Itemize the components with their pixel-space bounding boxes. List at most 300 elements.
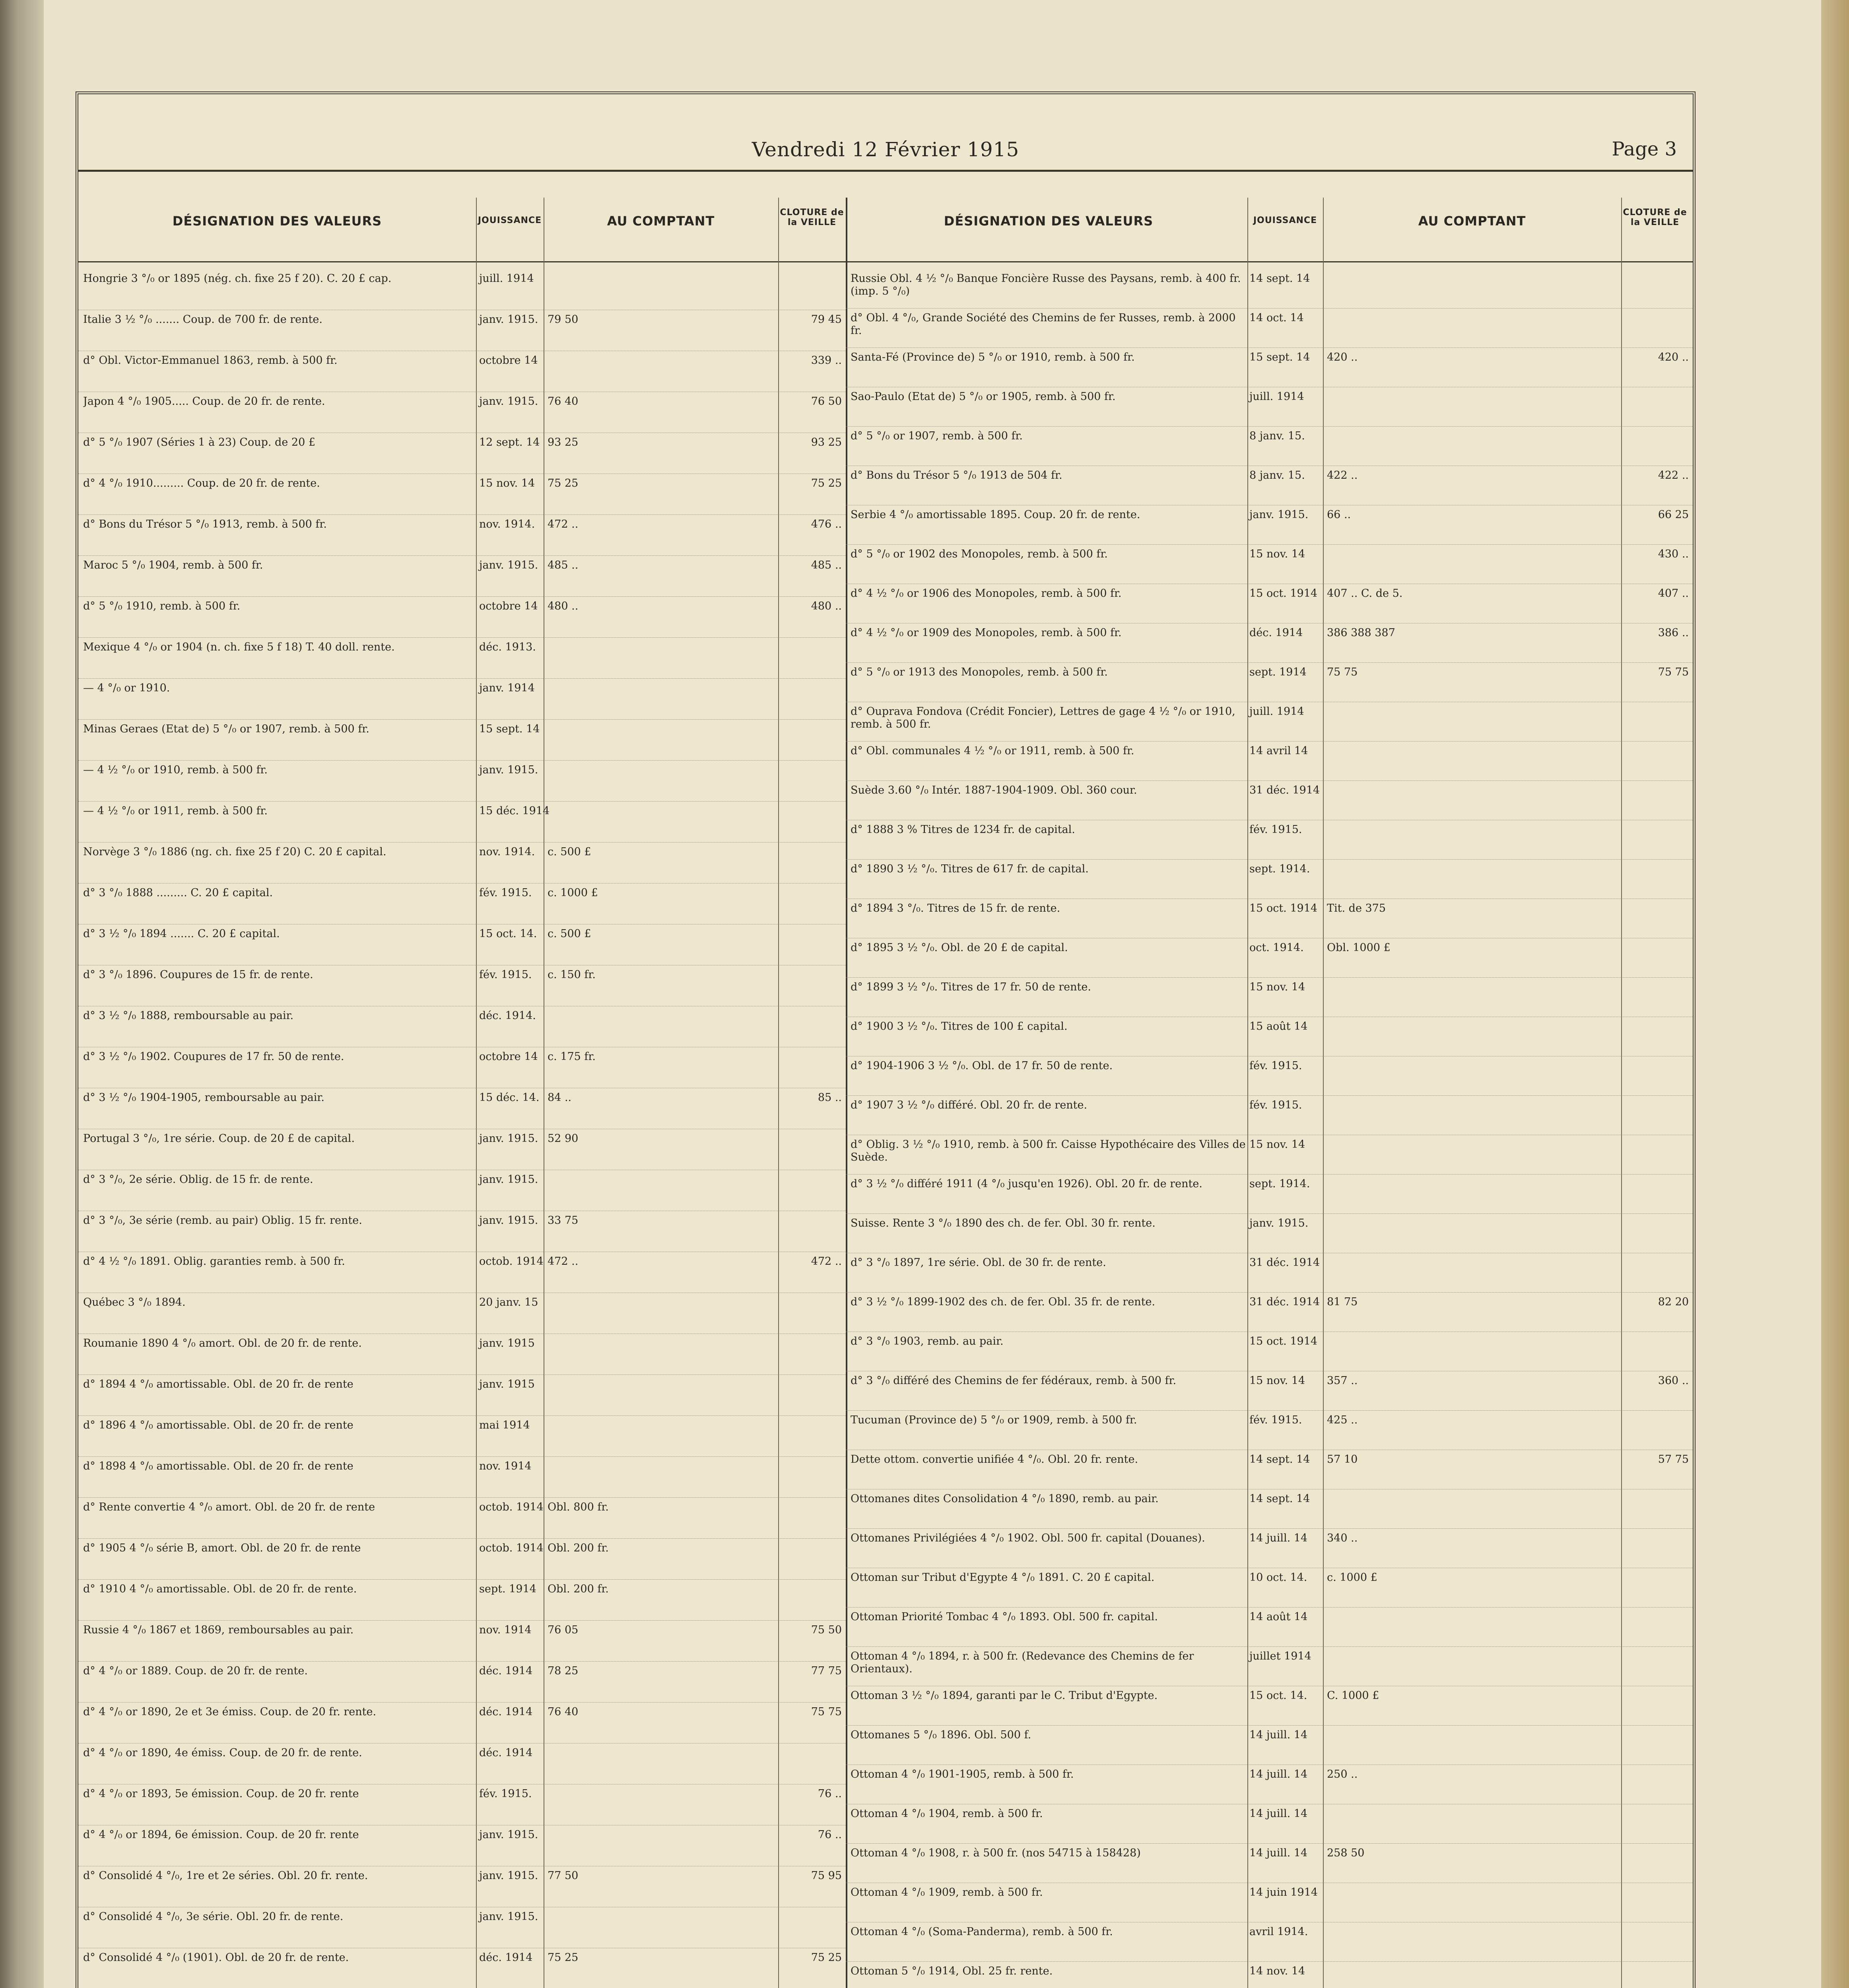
cell-cloture: 75 75 bbox=[1658, 666, 1689, 678]
table-row bbox=[846, 505, 1693, 545]
cell-jouissance: octobre 14 bbox=[479, 600, 538, 612]
cell-jouissance: 14 août 14 bbox=[1249, 1611, 1308, 1623]
table-row bbox=[78, 1334, 846, 1375]
table-row bbox=[846, 1017, 1693, 1056]
table-row bbox=[846, 1647, 1693, 1686]
cell-cloture: 75 25 bbox=[811, 477, 842, 489]
left-header-comptant: AU COMPTANT bbox=[607, 214, 715, 229]
table-row bbox=[78, 433, 846, 474]
table-row bbox=[846, 1371, 1693, 1411]
page-date: Vendredi 12 Février 1915 bbox=[752, 138, 1020, 161]
right-header-cloture: CLOTURE de la VEILLE bbox=[1623, 208, 1687, 227]
column-header-rule bbox=[78, 261, 1693, 262]
right-header-jouissance: JOUISSANCE bbox=[1253, 215, 1317, 225]
cell-cloture: 76 50 bbox=[811, 395, 842, 408]
cell-jouissance: déc. 1914 bbox=[479, 1665, 533, 1677]
cell-jouissance: nov. 1914 bbox=[479, 1624, 532, 1636]
cell-comptant: 407 .. C. de 5. bbox=[1327, 587, 1403, 600]
cell-comptant: c. 1000 £ bbox=[1327, 1571, 1377, 1584]
cell-jouissance: 15 nov. 14 bbox=[1249, 1138, 1305, 1151]
cell-jouissance: juillet 1914 bbox=[1249, 1650, 1311, 1662]
cell-comptant: c. 500 £ bbox=[548, 846, 591, 858]
cell-designation: Mexique 4 °/₀ or 1904 (n. ch. fixe 5 f 18) T. 40 doll. rente. bbox=[83, 641, 395, 653]
cell-designation: Ottoman 4 °/₀ (Soma-Panderma), remb. à 500 fr. bbox=[851, 1926, 1113, 1938]
cell-comptant: 425 .. bbox=[1327, 1414, 1358, 1426]
cell-jouissance: sept. 1914 bbox=[1249, 666, 1307, 678]
cell-cloture: 472 .. bbox=[811, 1255, 842, 1268]
cell-designation: d° Consolidé 4 °/₀, 3e série. Obl. 20 fr. de rente. bbox=[83, 1910, 344, 1923]
table-row bbox=[78, 1211, 846, 1252]
cell-comptant: 485 .. bbox=[548, 559, 579, 571]
cell-designation: d° 3 °/₀ 1888 ......... C. 20 £ capital. bbox=[83, 887, 273, 899]
table-row bbox=[846, 1450, 1693, 1489]
table-row bbox=[846, 1922, 1693, 1962]
cell-designation: d° 3 ½ °/₀ 1904-1905, remboursable au pair. bbox=[83, 1091, 324, 1104]
table-row bbox=[78, 1252, 846, 1293]
cell-comptant: Obl. 800 fr. bbox=[548, 1501, 609, 1513]
cell-designation: d° 4 °/₀ or 1894, 6e émission. Coup. de 20 fr. rente bbox=[83, 1829, 359, 1841]
cell-jouissance: 15 août 14 bbox=[1249, 1020, 1308, 1033]
cell-cloture: 75 95 bbox=[811, 1870, 842, 1882]
cell-jouissance: janv. 1915. bbox=[479, 764, 538, 776]
cell-comptant: c. 150 fr. bbox=[548, 969, 596, 981]
table-row bbox=[78, 679, 846, 720]
cell-jouissance: octobre 14 bbox=[479, 354, 538, 367]
table-row bbox=[846, 899, 1693, 938]
table-row bbox=[846, 269, 1693, 309]
cell-jouissance: déc. 1914 bbox=[479, 1747, 533, 1759]
cell-designation: Tucuman (Province de) 5 °/₀ or 1909, remb. à 500 fr. bbox=[851, 1414, 1137, 1426]
cell-designation: d° 3 °/₀ 1896. Coupures de 15 fr. de rente. bbox=[83, 969, 313, 981]
cell-jouissance: 14 juill. 14 bbox=[1249, 1847, 1308, 1859]
cell-designation: Ottomanes dites Consolidation 4 °/₀ 1890, remb. au pair. bbox=[851, 1493, 1159, 1505]
cell-designation: Santa-Fé (Province de) 5 °/₀ or 1910, remb. à 500 fr. bbox=[851, 351, 1135, 363]
cell-designation: d° 4 °/₀ or 1890, 2e et 3e émiss. Coup. de 20 fr. rente. bbox=[83, 1706, 377, 1718]
cell-designation: Ottomanes 5 °/₀ 1896. Obl. 500 f. bbox=[851, 1729, 1031, 1741]
cell-jouissance: octob. 1914 bbox=[479, 1255, 544, 1268]
table-row bbox=[78, 924, 846, 965]
cell-jouissance: fév. 1915. bbox=[1249, 823, 1302, 836]
table-row bbox=[78, 1006, 846, 1047]
cell-jouissance: 14 juill. 14 bbox=[1249, 1729, 1308, 1741]
cell-cloture: 82 20 bbox=[1658, 1296, 1689, 1308]
left-header-jouissance: JOUISSANCE bbox=[478, 215, 542, 225]
cell-jouissance: octobre 14 bbox=[479, 1050, 538, 1063]
table-row bbox=[78, 392, 846, 433]
cell-designation: Québec 3 °/₀ 1894. bbox=[83, 1296, 186, 1309]
cell-designation: Ottoman sur Tribut d'Egypte 4 °/₀ 1891. C. 20 £ capital. bbox=[851, 1571, 1155, 1584]
cell-designation: Russie Obl. 4 ½ °/₀ Banque Foncière Russe des Paysans, remb. à 400 fr. (imp. 5 °/₀) bbox=[851, 272, 1241, 297]
cell-jouissance: sept. 1914. bbox=[1249, 1178, 1310, 1190]
table-row bbox=[846, 1135, 1693, 1175]
cell-comptant: 78 25 bbox=[548, 1665, 579, 1677]
cell-cloture: 339 .. bbox=[811, 354, 842, 367]
cell-jouissance: 15 nov. 14 bbox=[1249, 981, 1305, 993]
cell-jouissance: juill. 1914 bbox=[479, 272, 534, 285]
table-row bbox=[846, 1686, 1693, 1726]
cell-jouissance: 31 déc. 1914 bbox=[1249, 1256, 1320, 1269]
table-row bbox=[846, 1883, 1693, 1922]
cell-designation: d° 3 ½ °/₀ différé 1911 (4 °/₀ jusqu'en 1926). Obl. 20 fr. de rente. bbox=[851, 1178, 1202, 1190]
cell-designation: d° 1888 3 % Titres de 1234 fr. de capital. bbox=[851, 823, 1075, 836]
table-row bbox=[846, 1726, 1693, 1765]
table-row bbox=[78, 638, 846, 679]
cell-designation: d° 3 °/₀, 3e série (remb. au pair) Oblig. 15 fr. rente. bbox=[83, 1214, 362, 1227]
right-quotation-table bbox=[846, 269, 1693, 1988]
cell-jouissance: janv. 1915. bbox=[1249, 1217, 1309, 1229]
table-row bbox=[846, 584, 1693, 623]
cell-jouissance: octob. 1914 bbox=[479, 1501, 544, 1513]
cell-designation: d° 3 ½ °/₀ 1899-1902 des ch. de fer. Obl. 35 fr. de rente. bbox=[851, 1296, 1156, 1308]
cell-jouissance: fév. 1915. bbox=[479, 969, 532, 981]
cell-jouissance: 14 sept. 14 bbox=[1249, 272, 1310, 285]
table-row bbox=[846, 1489, 1693, 1529]
cell-designation: d° 1894 3 °/₀. Titres de 15 fr. de rente. bbox=[851, 902, 1060, 914]
cell-comptant: 420 .. bbox=[1327, 351, 1358, 363]
cell-cloture: 76 .. bbox=[818, 1829, 842, 1841]
table-row bbox=[846, 742, 1693, 781]
cell-designation: Ottoman 3 ½ °/₀ 1894, garanti par le C. Tribut d'Egypte. bbox=[851, 1689, 1158, 1702]
cell-designation: d° 5 °/₀ 1910, remb. à 500 fr. bbox=[83, 600, 241, 612]
cell-jouissance: fév. 1915. bbox=[479, 887, 532, 899]
cell-designation: d° 1899 3 ½ °/₀. Titres de 17 fr. 50 de rente. bbox=[851, 981, 1091, 993]
table-row bbox=[846, 427, 1693, 466]
cell-jouissance: janv. 1915. bbox=[479, 395, 538, 408]
cell-jouissance: janv. 1915. bbox=[479, 559, 538, 571]
cell-cloture: 422 .. bbox=[1658, 469, 1689, 481]
cell-comptant: Obl. 200 fr. bbox=[548, 1583, 609, 1595]
cell-designation: d° 3 °/₀ différé des Chemins de fer fédéraux, remb. à 500 fr. bbox=[851, 1375, 1177, 1387]
cell-comptant: Obl. 1000 £ bbox=[1327, 942, 1391, 954]
cell-cloture: 480 .. bbox=[811, 600, 842, 612]
table-row bbox=[846, 1332, 1693, 1371]
cell-jouissance: 15 nov. 14 bbox=[479, 477, 535, 489]
cell-jouissance: nov. 1914 bbox=[479, 1460, 532, 1472]
table-row bbox=[78, 843, 846, 883]
table-row bbox=[78, 1047, 846, 1088]
cell-jouissance: nov. 1914. bbox=[479, 518, 535, 530]
table-row bbox=[78, 1539, 846, 1580]
table-row bbox=[846, 1568, 1693, 1607]
cell-designation: Sao-Paulo (Etat de) 5 °/₀ or 1905, remb. à 500 fr. bbox=[851, 390, 1116, 403]
table-row bbox=[78, 1948, 846, 1988]
table-row bbox=[846, 781, 1693, 820]
table-row bbox=[846, 702, 1693, 742]
cell-jouissance: 14 juill. 14 bbox=[1249, 1532, 1308, 1544]
cell-designation: d° 4 °/₀ or 1890, 4e émiss. Coup. de 20 fr. de rente. bbox=[83, 1747, 362, 1759]
table-row bbox=[78, 597, 846, 638]
cell-comptant: Obl. 200 fr. bbox=[548, 1542, 609, 1554]
table-row bbox=[78, 1621, 846, 1662]
cell-designation: d° 1900 3 ½ °/₀. Titres de 100 £ capital. bbox=[851, 1020, 1068, 1033]
cell-designation: d° 1898 4 °/₀ amortissable. Obl. de 20 fr. de rente bbox=[83, 1460, 353, 1472]
right-header-designation: DÉSIGNATION DES VALEURS bbox=[944, 214, 1154, 229]
cell-cloture: 75 25 bbox=[811, 1951, 842, 1964]
cell-jouissance: 15 nov. 14 bbox=[1249, 548, 1305, 560]
cell-jouissance: fév. 1915. bbox=[1249, 1414, 1302, 1426]
cell-designation: d° Obl. Victor-Emmanuel 1863, remb. à 500 fr. bbox=[83, 354, 338, 367]
cell-designation: d° 1895 3 ½ °/₀. Obl. de 20 £ de capital. bbox=[851, 942, 1068, 954]
cell-designation: Ottoman 4 °/₀ 1909, remb. à 500 fr. bbox=[851, 1886, 1043, 1899]
cell-jouissance: janv. 1915. bbox=[479, 1870, 538, 1882]
cell-designation: d° 1894 4 °/₀ amortissable. Obl. de 20 fr. de rente bbox=[83, 1378, 353, 1390]
table-row bbox=[846, 1962, 1693, 1988]
cell-comptant: 480 .. bbox=[548, 600, 579, 612]
cell-designation: d° Bons du Trésor 5 °/₀ 1913 de 504 fr. bbox=[851, 469, 1062, 481]
table-row bbox=[78, 1907, 846, 1948]
cell-jouissance: oct. 1914. bbox=[1249, 942, 1304, 954]
table-row bbox=[78, 1743, 846, 1784]
table-row bbox=[78, 269, 846, 310]
cell-jouissance: janv. 1915. bbox=[1249, 509, 1309, 521]
table-row bbox=[846, 1175, 1693, 1214]
cell-comptant: 84 .. bbox=[548, 1091, 572, 1104]
cell-designation: d° Ouprava Fondova (Crédit Foncier), Lettres de gage 4 ½ °/₀ or 1910, remb. à 500 fr. bbox=[851, 705, 1235, 730]
table-row bbox=[78, 1170, 846, 1211]
cell-jouissance: janv. 1915. bbox=[479, 1214, 538, 1227]
cell-designation: d° 1910 4 °/₀ amortissable. Obl. de 20 fr. de rente. bbox=[83, 1583, 357, 1595]
cell-jouissance: 14 sept. 14 bbox=[1249, 1493, 1310, 1505]
cell-designation: — 4 ½ °/₀ or 1910, remb. à 500 fr. bbox=[83, 764, 268, 776]
cell-jouissance: janv. 1915. bbox=[479, 1829, 538, 1841]
cell-designation: d° 3 ½ °/₀ 1894 ....... C. 20 £ capital. bbox=[83, 928, 280, 940]
page-number: Page 3 bbox=[1612, 138, 1677, 160]
cell-comptant: 472 .. bbox=[548, 1255, 579, 1268]
page-header bbox=[78, 94, 1693, 161]
cell-cloture: 93 25 bbox=[811, 436, 842, 448]
cell-designation: d° 1890 3 ½ °/₀. Titres de 617 fr. de capital. bbox=[851, 863, 1089, 875]
table-row bbox=[78, 1416, 846, 1457]
cell-jouissance: 15 nov. 14 bbox=[1249, 1375, 1305, 1387]
cell-designation: d° 4 °/₀ or 1893, 5e émission. Coup. de 20 fr. rente bbox=[83, 1788, 359, 1800]
left-quotation-table bbox=[78, 269, 846, 1988]
cell-jouissance: juill. 1914 bbox=[1249, 390, 1304, 403]
cell-jouissance: 15 oct. 14. bbox=[479, 928, 537, 940]
table-row bbox=[78, 1375, 846, 1416]
cell-jouissance: octob. 1914 bbox=[479, 1542, 544, 1554]
cell-jouissance: 8 janv. 15. bbox=[1249, 469, 1305, 481]
cell-jouissance: fév. 1915. bbox=[479, 1788, 532, 1800]
table-row bbox=[846, 938, 1693, 978]
cell-cloture: 75 50 bbox=[811, 1624, 842, 1636]
cell-designation: Ottoman 5 °/₀ 1914, Obl. 25 fr. rente. bbox=[851, 1965, 1053, 1977]
cell-jouissance: nov. 1914. bbox=[479, 846, 535, 858]
cell-designation: Dette ottom. convertie unifiée 4 °/₀. Obl. 20 fr. rente. bbox=[851, 1453, 1138, 1466]
cell-jouissance: 14 sept. 14 bbox=[1249, 1453, 1310, 1466]
table-row bbox=[846, 1214, 1693, 1253]
cell-comptant: 79 50 bbox=[548, 313, 579, 326]
cell-cloture: 360 .. bbox=[1658, 1375, 1689, 1387]
cell-cloture: 75 75 bbox=[811, 1706, 842, 1718]
cell-designation: d° 5 °/₀ or 1902 des Monopoles, remb. à 500 fr. bbox=[851, 548, 1108, 560]
cell-designation: d° 3 °/₀, 2e série. Oblig. de 15 fr. de rente. bbox=[83, 1173, 313, 1186]
table-row bbox=[78, 883, 846, 924]
cell-comptant: 340 .. bbox=[1327, 1532, 1358, 1544]
cell-designation: — 4 ½ °/₀ or 1911, remb. à 500 fr. bbox=[83, 805, 268, 817]
cell-comptant: 33 75 bbox=[548, 1214, 579, 1227]
cell-jouissance: 14 juill. 14 bbox=[1249, 1807, 1308, 1820]
cell-jouissance: fév. 1915. bbox=[1249, 1099, 1302, 1111]
cell-designation: d° 1904-1906 3 ½ °/₀. Obl. de 17 fr. 50 de rente. bbox=[851, 1060, 1113, 1072]
table-row bbox=[78, 1498, 846, 1539]
cell-jouissance: juill. 1914 bbox=[1249, 705, 1304, 718]
table-row bbox=[78, 1825, 846, 1866]
table-row bbox=[846, 545, 1693, 584]
cell-designation: Japon 4 °/₀ 1905..... Coup. de 20 fr. de rente. bbox=[83, 395, 325, 408]
left-header-designation: DÉSIGNATION DES VALEURS bbox=[172, 214, 382, 229]
cell-designation: Minas Geraes (Etat de) 5 °/₀ or 1907, remb. à 500 fr. bbox=[83, 723, 369, 735]
cell-comptant: 357 .. bbox=[1327, 1375, 1358, 1387]
cell-comptant: 258 50 bbox=[1327, 1847, 1365, 1859]
cell-designation: d° 5 °/₀ or 1907, remb. à 500 fr. bbox=[851, 430, 1023, 442]
page-edge bbox=[1821, 0, 1849, 1988]
cell-designation: d° Bons du Trésor 5 °/₀ 1913, remb. à 500 fr. bbox=[83, 518, 327, 530]
cell-designation: Ottomanes Privilégiées 4 °/₀ 1902. Obl. 500 fr. capital (Douanes). bbox=[851, 1532, 1205, 1544]
cell-jouissance: sept. 1914. bbox=[1249, 863, 1310, 875]
cell-jouissance: 15 oct. 14. bbox=[1249, 1689, 1307, 1702]
cell-jouissance: 14 oct. 14 bbox=[1249, 312, 1304, 324]
cell-jouissance: déc. 1914 bbox=[479, 1951, 533, 1964]
cell-jouissance: janv. 1915. bbox=[479, 1173, 538, 1186]
table-row bbox=[846, 1411, 1693, 1450]
cell-jouissance: déc. 1913. bbox=[479, 641, 536, 653]
cell-jouissance: janv. 1914 bbox=[479, 682, 535, 694]
cell-comptant: 250 .. bbox=[1327, 1768, 1358, 1780]
cell-comptant: 472 .. bbox=[548, 518, 579, 530]
table-row bbox=[846, 1293, 1693, 1332]
cell-jouissance: janv. 1915. bbox=[479, 1132, 538, 1145]
table-row bbox=[846, 1096, 1693, 1135]
cell-cloture: 420 .. bbox=[1658, 351, 1689, 363]
cell-designation: Roumanie 1890 4 °/₀ amort. Obl. de 20 fr. de rente. bbox=[83, 1337, 362, 1349]
table-row bbox=[846, 663, 1693, 702]
cell-designation: d° Oblig. 3 ½ °/₀ 1910, remb. à 500 fr. Caisse Hypothécaire des Villes de Suède. bbox=[851, 1138, 1246, 1163]
cell-comptant: 75 25 bbox=[548, 1951, 579, 1964]
table-row bbox=[846, 1253, 1693, 1293]
cell-jouissance: 15 sept. 14 bbox=[1249, 351, 1310, 363]
cell-jouissance: 14 avril 14 bbox=[1249, 745, 1308, 757]
cell-designation: Russie 4 °/₀ 1867 et 1869, remboursables au pair. bbox=[83, 1624, 354, 1636]
newspaper-page bbox=[76, 91, 1696, 1988]
cell-jouissance: 14 juin 1914 bbox=[1249, 1886, 1318, 1899]
cell-comptant: 52 90 bbox=[548, 1132, 579, 1145]
table-row bbox=[78, 1866, 846, 1907]
left-header-cloture: CLOTURE de la VEILLE bbox=[780, 208, 844, 227]
cell-jouissance: 20 janv. 15 bbox=[479, 1296, 538, 1309]
cell-jouissance: 31 déc. 1914 bbox=[1249, 784, 1320, 796]
cell-designation: d° 4 ½ °/₀ or 1909 des Monopoles, remb. à 500 fr. bbox=[851, 627, 1122, 639]
cell-cloture: 430 .. bbox=[1658, 548, 1689, 560]
right-header-comptant: AU COMPTANT bbox=[1418, 214, 1526, 229]
cell-jouissance: janv. 1915. bbox=[479, 313, 538, 326]
table-row bbox=[846, 820, 1693, 860]
cell-designation: Hongrie 3 °/₀ or 1895 (nég. ch. fixe 25 f 20). C. 20 £ cap. bbox=[83, 272, 392, 285]
table-row bbox=[846, 387, 1693, 427]
cell-designation: Portugal 3 °/₀, 1re série. Coup. de 20 £ de capital. bbox=[83, 1132, 355, 1145]
table-row bbox=[78, 474, 846, 515]
cell-cloture: 407 .. bbox=[1658, 587, 1689, 600]
table-row bbox=[78, 351, 846, 392]
cell-jouissance: 12 sept. 14 bbox=[479, 436, 540, 448]
cell-comptant: c. 1000 £ bbox=[548, 887, 598, 899]
table-row bbox=[846, 466, 1693, 505]
cell-designation: d° 3 °/₀ 1897, 1re série. Obl. de 30 fr. de rente. bbox=[851, 1256, 1106, 1269]
cell-jouissance: 15 oct. 1914 bbox=[1249, 902, 1318, 914]
cell-designation: d° Obl. communales 4 ½ °/₀ or 1911, remb. à 500 fr. bbox=[851, 745, 1134, 757]
table-row bbox=[78, 515, 846, 556]
cell-designation: d° 3 ½ °/₀ 1902. Coupures de 17 fr. 50 de rente. bbox=[83, 1050, 344, 1063]
cell-comptant: Tit. de 375 bbox=[1327, 902, 1386, 914]
cell-designation: d° 4 ½ °/₀ 1891. Oblig. garanties remb. à 500 fr. bbox=[83, 1255, 345, 1268]
table-row bbox=[846, 860, 1693, 899]
cell-designation: d° Consolidé 4 °/₀, 1re et 2e séries. Obl. 20 fr. rente. bbox=[83, 1870, 368, 1882]
cell-comptant: 93 25 bbox=[548, 436, 579, 448]
table-row bbox=[78, 1129, 846, 1170]
cell-designation: d° Rente convertie 4 °/₀ amort. Obl. de 20 fr. de rente bbox=[83, 1501, 375, 1513]
cell-designation: d° 4 °/₀ 1910......... Coup. de 20 fr. de rente. bbox=[83, 477, 320, 489]
cell-comptant: 75 75 bbox=[1327, 666, 1358, 678]
cell-jouissance: 15 oct. 1914 bbox=[1249, 587, 1318, 600]
cell-comptant: 76 40 bbox=[548, 395, 579, 408]
table-row bbox=[78, 802, 846, 843]
table-row bbox=[78, 310, 846, 351]
cell-comptant: 81 75 bbox=[1327, 1296, 1358, 1308]
cell-cloture: 85 .. bbox=[818, 1091, 842, 1104]
cell-jouissance: janv. 1915. bbox=[479, 1910, 538, 1923]
cell-jouissance: déc. 1914. bbox=[479, 1010, 536, 1022]
cell-cloture: 76 .. bbox=[818, 1788, 842, 1800]
table-row bbox=[78, 1703, 846, 1743]
cell-jouissance: 15 oct. 1914 bbox=[1249, 1335, 1318, 1347]
table-row bbox=[78, 1457, 846, 1498]
cell-designation: d° 5 °/₀ 1907 (Séries 1 à 23) Coup. de 20 £ bbox=[83, 436, 316, 448]
cell-jouissance: déc. 1914 bbox=[479, 1706, 533, 1718]
table-row bbox=[78, 761, 846, 802]
cell-jouissance: fév. 1915. bbox=[1249, 1060, 1302, 1072]
table-row bbox=[78, 556, 846, 597]
table-row bbox=[78, 1662, 846, 1703]
cell-comptant: 76 05 bbox=[548, 1624, 579, 1636]
header-rule bbox=[78, 170, 1693, 172]
cell-designation: d° 4 °/₀ or 1889. Coup. de 20 fr. de rente. bbox=[83, 1665, 308, 1677]
cell-cloture: 66 25 bbox=[1658, 509, 1689, 521]
cell-designation: Norvège 3 °/₀ 1886 (ng. ch. fixe 25 f 20) C. 20 £ capital. bbox=[83, 846, 387, 858]
cell-designation: Maroc 5 °/₀ 1904, remb. à 500 fr. bbox=[83, 559, 263, 571]
cell-designation: d° 5 °/₀ or 1913 des Monopoles, remb. à 500 fr. bbox=[851, 666, 1108, 678]
cell-designation: d° 1905 4 °/₀ série B, amort. Obl. de 20 fr. de rente bbox=[83, 1542, 361, 1554]
cell-designation: Ottoman 4 °/₀ 1901-1905, remb. à 500 fr. bbox=[851, 1768, 1074, 1780]
cell-comptant: 386 388 387 bbox=[1327, 627, 1395, 639]
table-row bbox=[846, 978, 1693, 1017]
cell-jouissance: 14 juill. 14 bbox=[1249, 1768, 1308, 1780]
cell-jouissance: 15 déc. 1914 bbox=[479, 805, 550, 817]
cell-designation: — 4 °/₀ or 1910. bbox=[83, 682, 170, 694]
cell-comptant: 77 50 bbox=[548, 1870, 579, 1882]
cell-designation: d° 1907 3 ½ °/₀ différé. Obl. 20 fr. de rente. bbox=[851, 1099, 1088, 1111]
cell-comptant: C. 1000 £ bbox=[1327, 1689, 1379, 1702]
cell-cloture: 386 .. bbox=[1658, 627, 1689, 639]
cell-designation: d° Obl. 4 °/₀, Grande Société des Chemins de fer Russes, remb. à 2000 fr. bbox=[851, 312, 1236, 337]
cell-comptant: 75 25 bbox=[548, 477, 579, 489]
cell-jouissance: 31 déc. 1914 bbox=[1249, 1296, 1320, 1308]
cell-designation: Serbie 4 °/₀ amortissable 1895. Coup. 20 fr. de rente. bbox=[851, 509, 1140, 521]
cell-designation: Suisse. Rente 3 °/₀ 1890 des ch. de fer. Obl. 30 fr. rente. bbox=[851, 1217, 1156, 1229]
cell-cloture: 57 75 bbox=[1658, 1453, 1689, 1466]
cell-jouissance: janv. 1915 bbox=[479, 1378, 535, 1390]
cell-designation: Ottoman 4 °/₀ 1904, remb. à 500 fr. bbox=[851, 1807, 1043, 1820]
table-row bbox=[846, 1765, 1693, 1804]
cell-cloture: 485 .. bbox=[811, 559, 842, 571]
